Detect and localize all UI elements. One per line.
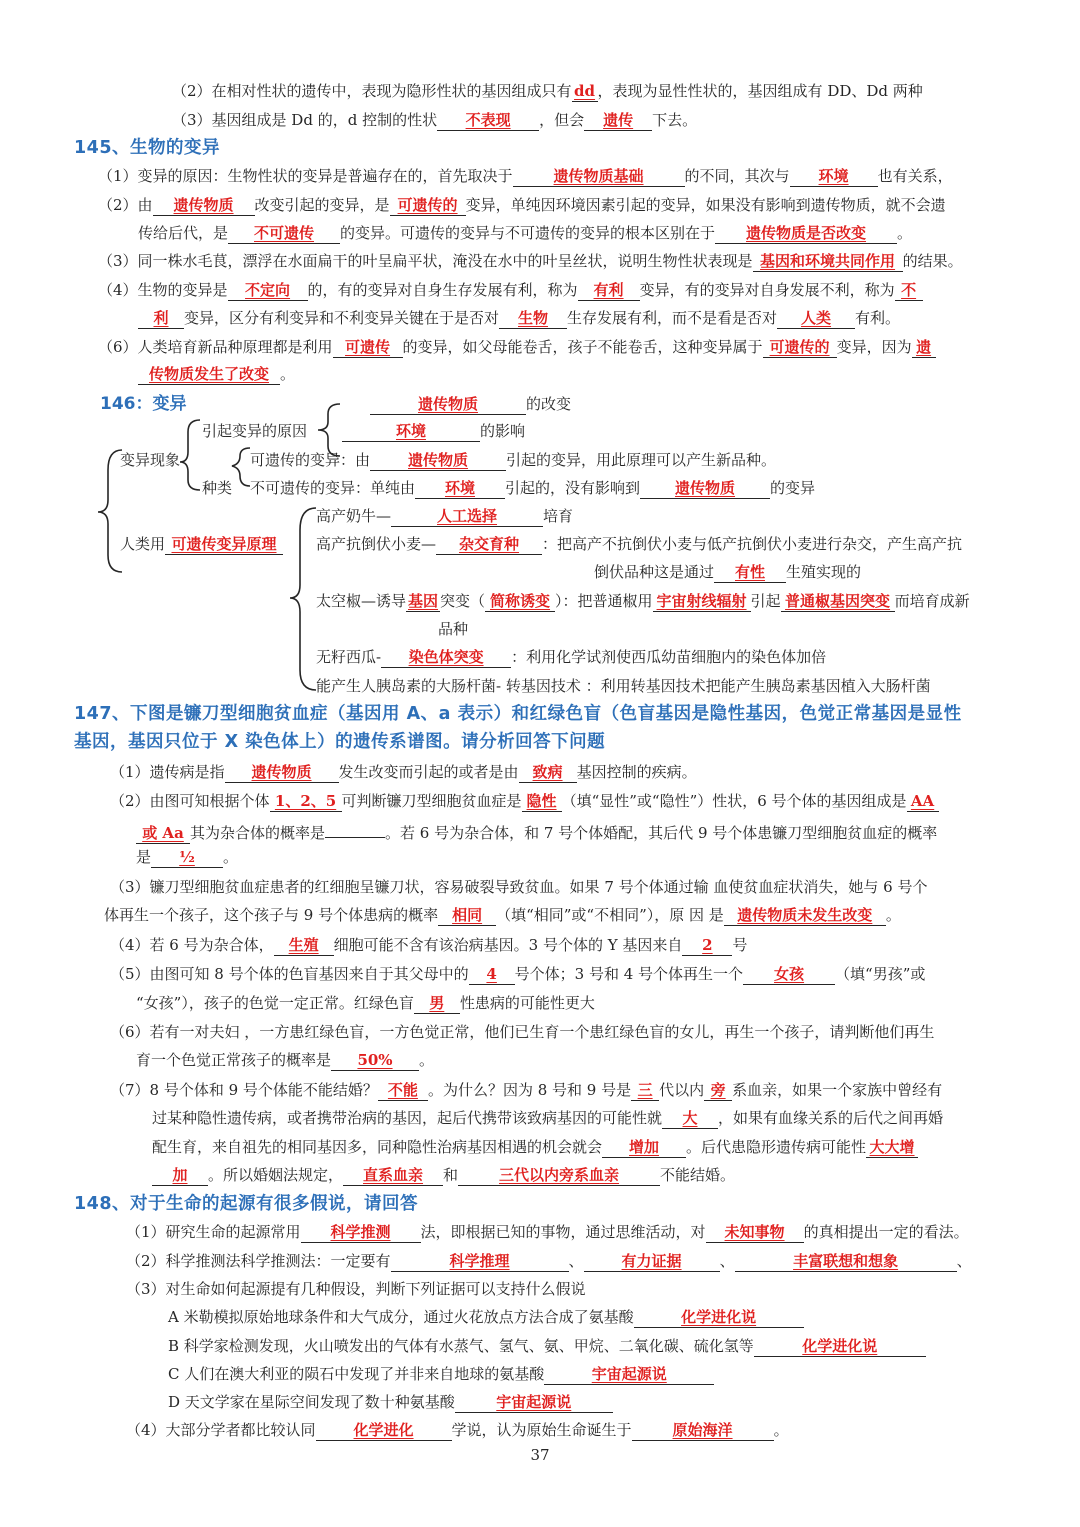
text: 学说，认为原始生命诞生于 xyxy=(451,1421,632,1439)
s148-line-8 xyxy=(126,1419,789,1441)
text: ）：把普通椒用 xyxy=(555,592,653,610)
answer-blank: 利 xyxy=(138,309,184,329)
s146-row-1 xyxy=(370,393,571,415)
s147-line-15 xyxy=(152,1164,735,1186)
answer-blank: 加 xyxy=(152,1166,208,1186)
text: 变异，区分有利变异和不利变异关键在于是否对 xyxy=(184,309,500,327)
s146-row-4-label: 种类 xyxy=(202,479,233,497)
answer-blank: 生物 xyxy=(499,309,567,329)
answer-blank: 遗传物质基础 xyxy=(513,167,685,187)
answer-blank: 男 xyxy=(414,994,460,1014)
answer-blank: 可遗传 xyxy=(333,338,403,358)
text: 引起的，没有影响到 xyxy=(505,479,641,497)
text: ，但会 xyxy=(539,111,585,129)
text: 。后代患隐形遗传病可能性 xyxy=(686,1138,867,1156)
text: 高产奶牛— xyxy=(316,507,392,525)
s147-line-3 xyxy=(136,818,937,840)
text: 细胞可能不含有该治病基因。3 号个体的 Y 基因来自 xyxy=(333,936,683,954)
text: 的影响 xyxy=(480,422,526,440)
text: （4）若 6 号为杂合体， xyxy=(110,936,274,954)
text: 、 xyxy=(719,1252,735,1270)
s147-line-6 xyxy=(104,904,901,926)
answer-blank: 化学进化 xyxy=(316,1421,452,1441)
s146-row-3-label: 变异现象 xyxy=(120,451,181,469)
text: 变异，单纯因环境因素引起的变异，如果没有影响到遗传物质，就不会遗 xyxy=(465,196,946,214)
text: 。 xyxy=(773,1421,789,1439)
text: 。 xyxy=(280,365,296,383)
text: （7）8 号个体和 9 号个体能不能结婚？ xyxy=(110,1081,378,1099)
text: 不能结婚。 xyxy=(660,1166,736,1184)
text: 可判断镰刀型细胞贫血症是 xyxy=(341,792,522,810)
s145-line-1 xyxy=(98,165,953,187)
s147-line-14 xyxy=(152,1136,918,1158)
text: 性患病的可能性更大 xyxy=(459,994,595,1012)
s146-row-3 xyxy=(250,449,776,471)
brace-breeding xyxy=(290,508,316,690)
answer-blank: 不表现 xyxy=(437,111,539,131)
s147-line-4 xyxy=(136,846,238,868)
text: （3）基因组成是 Dd 的，d 控制的性状 xyxy=(172,111,438,129)
answer-blank: 遗传物质 xyxy=(225,763,339,783)
text: 代以内 xyxy=(659,1081,705,1099)
text: 的不同，其次与 xyxy=(684,167,790,185)
text: 变异，因为 xyxy=(836,338,912,356)
s146-row-8 xyxy=(316,590,970,612)
text: 人类用 xyxy=(120,535,166,553)
answer-blank: 杂交育种 xyxy=(436,535,542,555)
answer-blank: 直系血亲 xyxy=(343,1166,443,1186)
text: 改变引起的变异，是 xyxy=(254,196,390,214)
answer-blank: 有利 xyxy=(578,281,640,301)
text: 。 xyxy=(223,848,239,866)
answer-blank: 简称诱变 xyxy=(485,592,555,612)
text: （5）由图可知 8 号个体的色盲基因来自于其父母中的 xyxy=(110,965,469,983)
text: （2）科学推测法科学推测法：一定要有 xyxy=(126,1252,391,1270)
text: C 人们在澳大利亚的陨石中发现了并非来自地球的氨基酸 xyxy=(168,1365,545,1383)
text: 、 xyxy=(956,1252,972,1270)
text: D 天文学家在星际空间发现了数十种氨基酸 xyxy=(168,1393,455,1411)
text: 。若 6 号为杂合体，和 7 号个体婚配，其后代 9 号个体患镰刀型细胞贫血症的概率 xyxy=(385,824,938,842)
text: （1）研究生命的起源常用 xyxy=(126,1223,301,1241)
text: 是 xyxy=(136,848,152,866)
answer-blank: 人类 xyxy=(777,309,855,329)
text: 引起变异的原因 xyxy=(202,422,308,440)
answer-blank: 染色体突变 xyxy=(381,648,511,668)
text: （6）人类培育新品种原理都是利用 xyxy=(98,338,333,356)
answer-blank: dd xyxy=(572,82,598,102)
text: 号 xyxy=(732,936,748,954)
s147-line-9 xyxy=(136,992,595,1014)
s145-line-8 xyxy=(138,363,295,385)
answer-blank: 遗传物质未发生改变 xyxy=(724,906,886,926)
s145-line-4 xyxy=(98,250,963,272)
text: 引起的变异，用此原理可以产生新品种。 xyxy=(506,451,777,469)
text: 。 xyxy=(885,906,901,924)
text: （2）由 xyxy=(98,196,153,214)
answer-blank: 遗 xyxy=(912,338,936,358)
answer-blank: 不定向 xyxy=(228,281,308,301)
text: 传给后代，是 xyxy=(138,224,229,242)
text: 的真相提出一定的看法。 xyxy=(803,1223,969,1241)
text: 生殖实现的 xyxy=(786,563,862,581)
text: 。所以婚姻法规定， xyxy=(208,1166,344,1184)
s145-line-5 xyxy=(98,279,923,301)
answer-blank: AA xyxy=(907,792,939,812)
text: 。为什么？因为 8 号和 9 号是 xyxy=(427,1081,632,1099)
text: 发生改变而引起的或者是由 xyxy=(338,763,519,781)
s146-row-6 xyxy=(316,533,962,555)
answer-blank: 有力证据 xyxy=(584,1252,720,1272)
text: 的变异，如父母能卷舌，孩子不能卷舌，这种变异属于 xyxy=(402,338,763,356)
s146-row-9: 品种 xyxy=(438,620,469,638)
text: 配生育，来自祖先的相同基因多，同种隐性治病基因相遇的机会就会 xyxy=(152,1138,603,1156)
s145-line-6 xyxy=(138,307,900,329)
answer-blank: 遗传 xyxy=(584,111,652,131)
text: 。 xyxy=(897,224,913,242)
page-number: 37 xyxy=(530,1446,550,1464)
s145-line-7 xyxy=(98,336,936,358)
s148-line-4 xyxy=(168,1306,804,1328)
answer-blank: 旁 xyxy=(704,1081,732,1101)
text: （填“相同”或“不相同”），原 因 是 xyxy=(496,906,724,924)
answer-blank: 大 xyxy=(662,1109,718,1129)
text: 可遗传的变异：由 xyxy=(250,451,371,469)
answer-blank: 环境 xyxy=(342,422,480,442)
answer-blank: 可遗传的 xyxy=(390,196,466,216)
s146-row-4 xyxy=(250,477,815,499)
answer-blank: 环境 xyxy=(790,167,878,187)
s145-line-3 xyxy=(138,222,912,244)
s147-line-2 xyxy=(110,790,939,812)
text: （填“男孩”或 xyxy=(835,965,926,983)
text: （4）生物的变异是 xyxy=(98,281,228,299)
answer-blank: 2 xyxy=(682,936,732,956)
text: 而培育成新 xyxy=(894,592,970,610)
answer-blank: 50% xyxy=(331,1051,419,1071)
text: 无籽西瓜- xyxy=(316,648,382,666)
answer-blank: 三代以内旁系血亲 xyxy=(458,1166,660,1186)
text: 号个体；3 号和 4 号个体再生一个 xyxy=(514,965,744,983)
s147-line-8 xyxy=(110,963,925,985)
text: A 米勒模拟原始地球条件和大气成分，通过火花放点方法合成了氨基酸 xyxy=(168,1308,634,1326)
answer-blank: 或 Aa xyxy=(136,824,190,844)
text: （2）在相对性状的遗传中，表现为隐形性状的基因组成只有 xyxy=(172,82,572,100)
section-147-title: 147、下图是镰刀型细胞贫血症（基因用 A、a 表示）和红绿色盲（色盲基因是隐性基因，色觉正常基因是显性 xyxy=(74,704,962,724)
answer-blank: 不可遗传 xyxy=(228,224,340,244)
s146-row-7 xyxy=(594,561,861,583)
text: （1）变异的原因：生物性状的变异是普遍存在的，首先取决于 xyxy=(98,167,513,185)
answer-blank: 普通椒基因突变 xyxy=(781,592,895,612)
s146-row-6-label xyxy=(120,533,283,555)
text: （填“显性”或“隐性”）性状，6 号个体的基因组成是 xyxy=(561,792,907,810)
answer-blank: 传物质发生了改变 xyxy=(138,365,280,385)
answer-blank: 4 xyxy=(469,965,515,985)
answer-blank: 三 xyxy=(631,1081,659,1101)
answer-blank: 未知事物 xyxy=(706,1223,804,1243)
s148-line-7 xyxy=(168,1391,613,1413)
text: （2）由图可知根据个体 xyxy=(110,792,270,810)
text: 的，有的变异对自身生存发展有利，称为 xyxy=(307,281,578,299)
answer-blank xyxy=(325,818,385,838)
brace-main xyxy=(98,450,122,572)
answer-blank: 隐性 xyxy=(522,792,562,812)
text: （3）同一株水毛茛，漂浮在水面扁干的叶呈扁平状，淹没在水中的叶呈丝状，说明生物性状表现是 xyxy=(98,252,753,270)
s147-line-11 xyxy=(136,1049,434,1071)
answer-blank: 可遗传的 xyxy=(763,338,837,358)
answer-blank: 宇宙起源说 xyxy=(544,1365,714,1385)
answer-blank: 宇宙射线辐射 xyxy=(653,592,751,612)
answer-blank: ½ xyxy=(151,848,223,868)
answer-blank: 遗传物质 xyxy=(370,395,526,415)
s147-line-10: （6）若有一对夫妇 ，一方患红绿色盲，一方色觉正常，他们已生育一个患红绿色盲的女儿，再生一个孩子，请判断他们再生 xyxy=(110,1023,935,1041)
text: 、 xyxy=(568,1252,584,1270)
text: 也有关系， xyxy=(877,167,953,185)
section-147-title-cont: 基因，基因只位于 X 染色体上）的遗传系谱图。请分析回答下问题 xyxy=(74,732,606,752)
section-146-title: 146：变异 xyxy=(100,394,187,414)
text: 的结果。 xyxy=(902,252,963,270)
text: ：把高产不抗倒伏小麦与低产抗倒伏小麦进行杂交，产生高产抗 xyxy=(542,535,963,553)
answer-blank: 遗传物质 xyxy=(370,451,506,471)
s148-line-2 xyxy=(126,1250,972,1272)
answer-blank: 相同 xyxy=(438,906,496,926)
brace-phenomenon xyxy=(180,420,200,490)
answer-blank: 遗传物质 xyxy=(153,196,255,216)
s148-line-3: （3）对生命如何起源提有几种假设，判断下列证据可以支持什么假说 xyxy=(126,1280,586,1298)
text: ，如果有血缘关系的后代之间再婚 xyxy=(718,1109,944,1127)
answer-blank: 有性 xyxy=(714,563,786,583)
answer-blank: 科学推理 xyxy=(391,1252,569,1272)
answer-blank: 人工选择 xyxy=(391,507,543,527)
text: ：利用化学试剂使西瓜幼苗细胞内的染色体加倍 xyxy=(511,648,827,666)
text: 。 xyxy=(419,1051,435,1069)
intro-line-1 xyxy=(172,80,923,102)
text: 倒伏品种这是通过 xyxy=(594,563,715,581)
text: 体再生一个孩子，这个孩子与 9 号个体患病的概率 xyxy=(104,906,439,924)
s146-row-2-answer xyxy=(342,420,525,442)
answer-blank: 原始海洋 xyxy=(632,1421,774,1441)
answer-blank: 增加 xyxy=(602,1138,686,1158)
text: “女孩”），孩子的色觉一定正常。红绿色盲 xyxy=(136,994,414,1012)
text: （1）遗传病是指 xyxy=(110,763,225,781)
s145-line-2 xyxy=(98,194,946,216)
s146-row-11: 能产生人胰岛素的大肠杆菌- 转基因技术 ：利用转基因技术把能产生胰岛素基因植入大肠杆菌 xyxy=(316,677,931,695)
s146-row-2 xyxy=(202,420,307,442)
text: 有利。 xyxy=(855,309,901,327)
section-145-title: 145、生物的变异 xyxy=(74,138,221,158)
answer-blank: 遗传物质 xyxy=(640,479,770,499)
s148-line-5 xyxy=(168,1335,926,1357)
text: 育一个色觉正常孩子的概率是 xyxy=(136,1051,332,1069)
section-148-title: 148、对于生命的起源有很多假说，请回答 xyxy=(74,1194,419,1214)
s147-line-5: （3）镰刀型细胞贫血症患者的红细胞呈镰刀状，容易破裂导致贫血。如果 7 号个体通过输 血使贫血症状消失，她与 6 号个 xyxy=(110,878,928,896)
text: 的改变 xyxy=(526,395,572,413)
text: 基因控制的疾病。 xyxy=(576,763,697,781)
answer-blank: 科学推测 xyxy=(301,1223,421,1243)
answer-blank: 环境 xyxy=(415,479,505,499)
text: 其为杂合体的概率是 xyxy=(190,824,326,842)
text: 不可遗传的变异：单纯由 xyxy=(250,479,416,497)
answer-blank: 遗传物质是否改变 xyxy=(715,224,897,244)
answer-blank: 基因和环境共同作用 xyxy=(753,252,903,272)
text: 变异，有的变异对自身发展不利，称为 xyxy=(639,281,895,299)
text: 和 xyxy=(443,1166,459,1184)
text: 培育 xyxy=(543,507,574,525)
s148-line-1 xyxy=(126,1221,969,1243)
text: 过某种隐性遗传病，或者携带治病的基因，起后代携带该致病基因的可能性就 xyxy=(152,1109,663,1127)
text: 下去。 xyxy=(652,111,698,129)
answer-blank: 化学进化说 xyxy=(634,1308,804,1328)
answer-blank: 女孩 xyxy=(743,965,835,985)
s148-line-6 xyxy=(168,1363,714,1385)
text: 的变异 xyxy=(770,479,816,497)
answer-blank: 致病 xyxy=(519,763,577,783)
answer-blank: 不能 xyxy=(378,1081,428,1101)
s146-row-5 xyxy=(316,505,573,527)
text: 引起 xyxy=(750,592,781,610)
answer-blank: 大大增 xyxy=(866,1138,918,1158)
intro-line-2 xyxy=(172,109,697,131)
answer-blank: 1、2、5 xyxy=(270,792,342,812)
brace-types xyxy=(232,448,250,486)
s147-line-12 xyxy=(110,1079,942,1101)
text: ，表现为显性性状的，基因组成有 DD、Dd 两种 xyxy=(597,82,923,100)
answer-blank: 不 xyxy=(895,281,923,301)
answer-blank: 基因 xyxy=(408,592,439,610)
s147-line-13 xyxy=(152,1107,943,1129)
text: （4）大部分学者都比较认同 xyxy=(126,1421,316,1439)
text: 生存发展有利，而不是看是否对 xyxy=(567,309,778,327)
answer-blank: 丰富联想和想象 xyxy=(735,1252,957,1272)
text: 的变异。可遗传的变异与不可遗传的变异的根本区别在于 xyxy=(340,224,716,242)
text: 太空椒—诱导 xyxy=(316,592,407,610)
answer-blank: 生殖 xyxy=(274,936,334,956)
text: 系血亲，如果一个家族中曾经有 xyxy=(732,1081,943,1099)
answer-blank: 宇宙起源说 xyxy=(455,1393,613,1413)
text: 突变（ xyxy=(440,592,486,610)
s147-line-7 xyxy=(110,934,747,956)
text: 法，即根据已知的事物，通过思维活动，对 xyxy=(420,1223,706,1241)
text: B 科学家检测发现，火山喷发出的气体有水蒸气、氢气、氨、甲烷、二氧化碳、硫化氢等 xyxy=(168,1337,754,1355)
answer-blank: 化学进化说 xyxy=(754,1337,926,1357)
s147-line-1 xyxy=(110,761,697,783)
s146-row-10 xyxy=(316,646,826,668)
answer-blank: 可遗传变异原理 xyxy=(165,535,283,555)
text: 高产抗倒伏小麦— xyxy=(316,535,437,553)
